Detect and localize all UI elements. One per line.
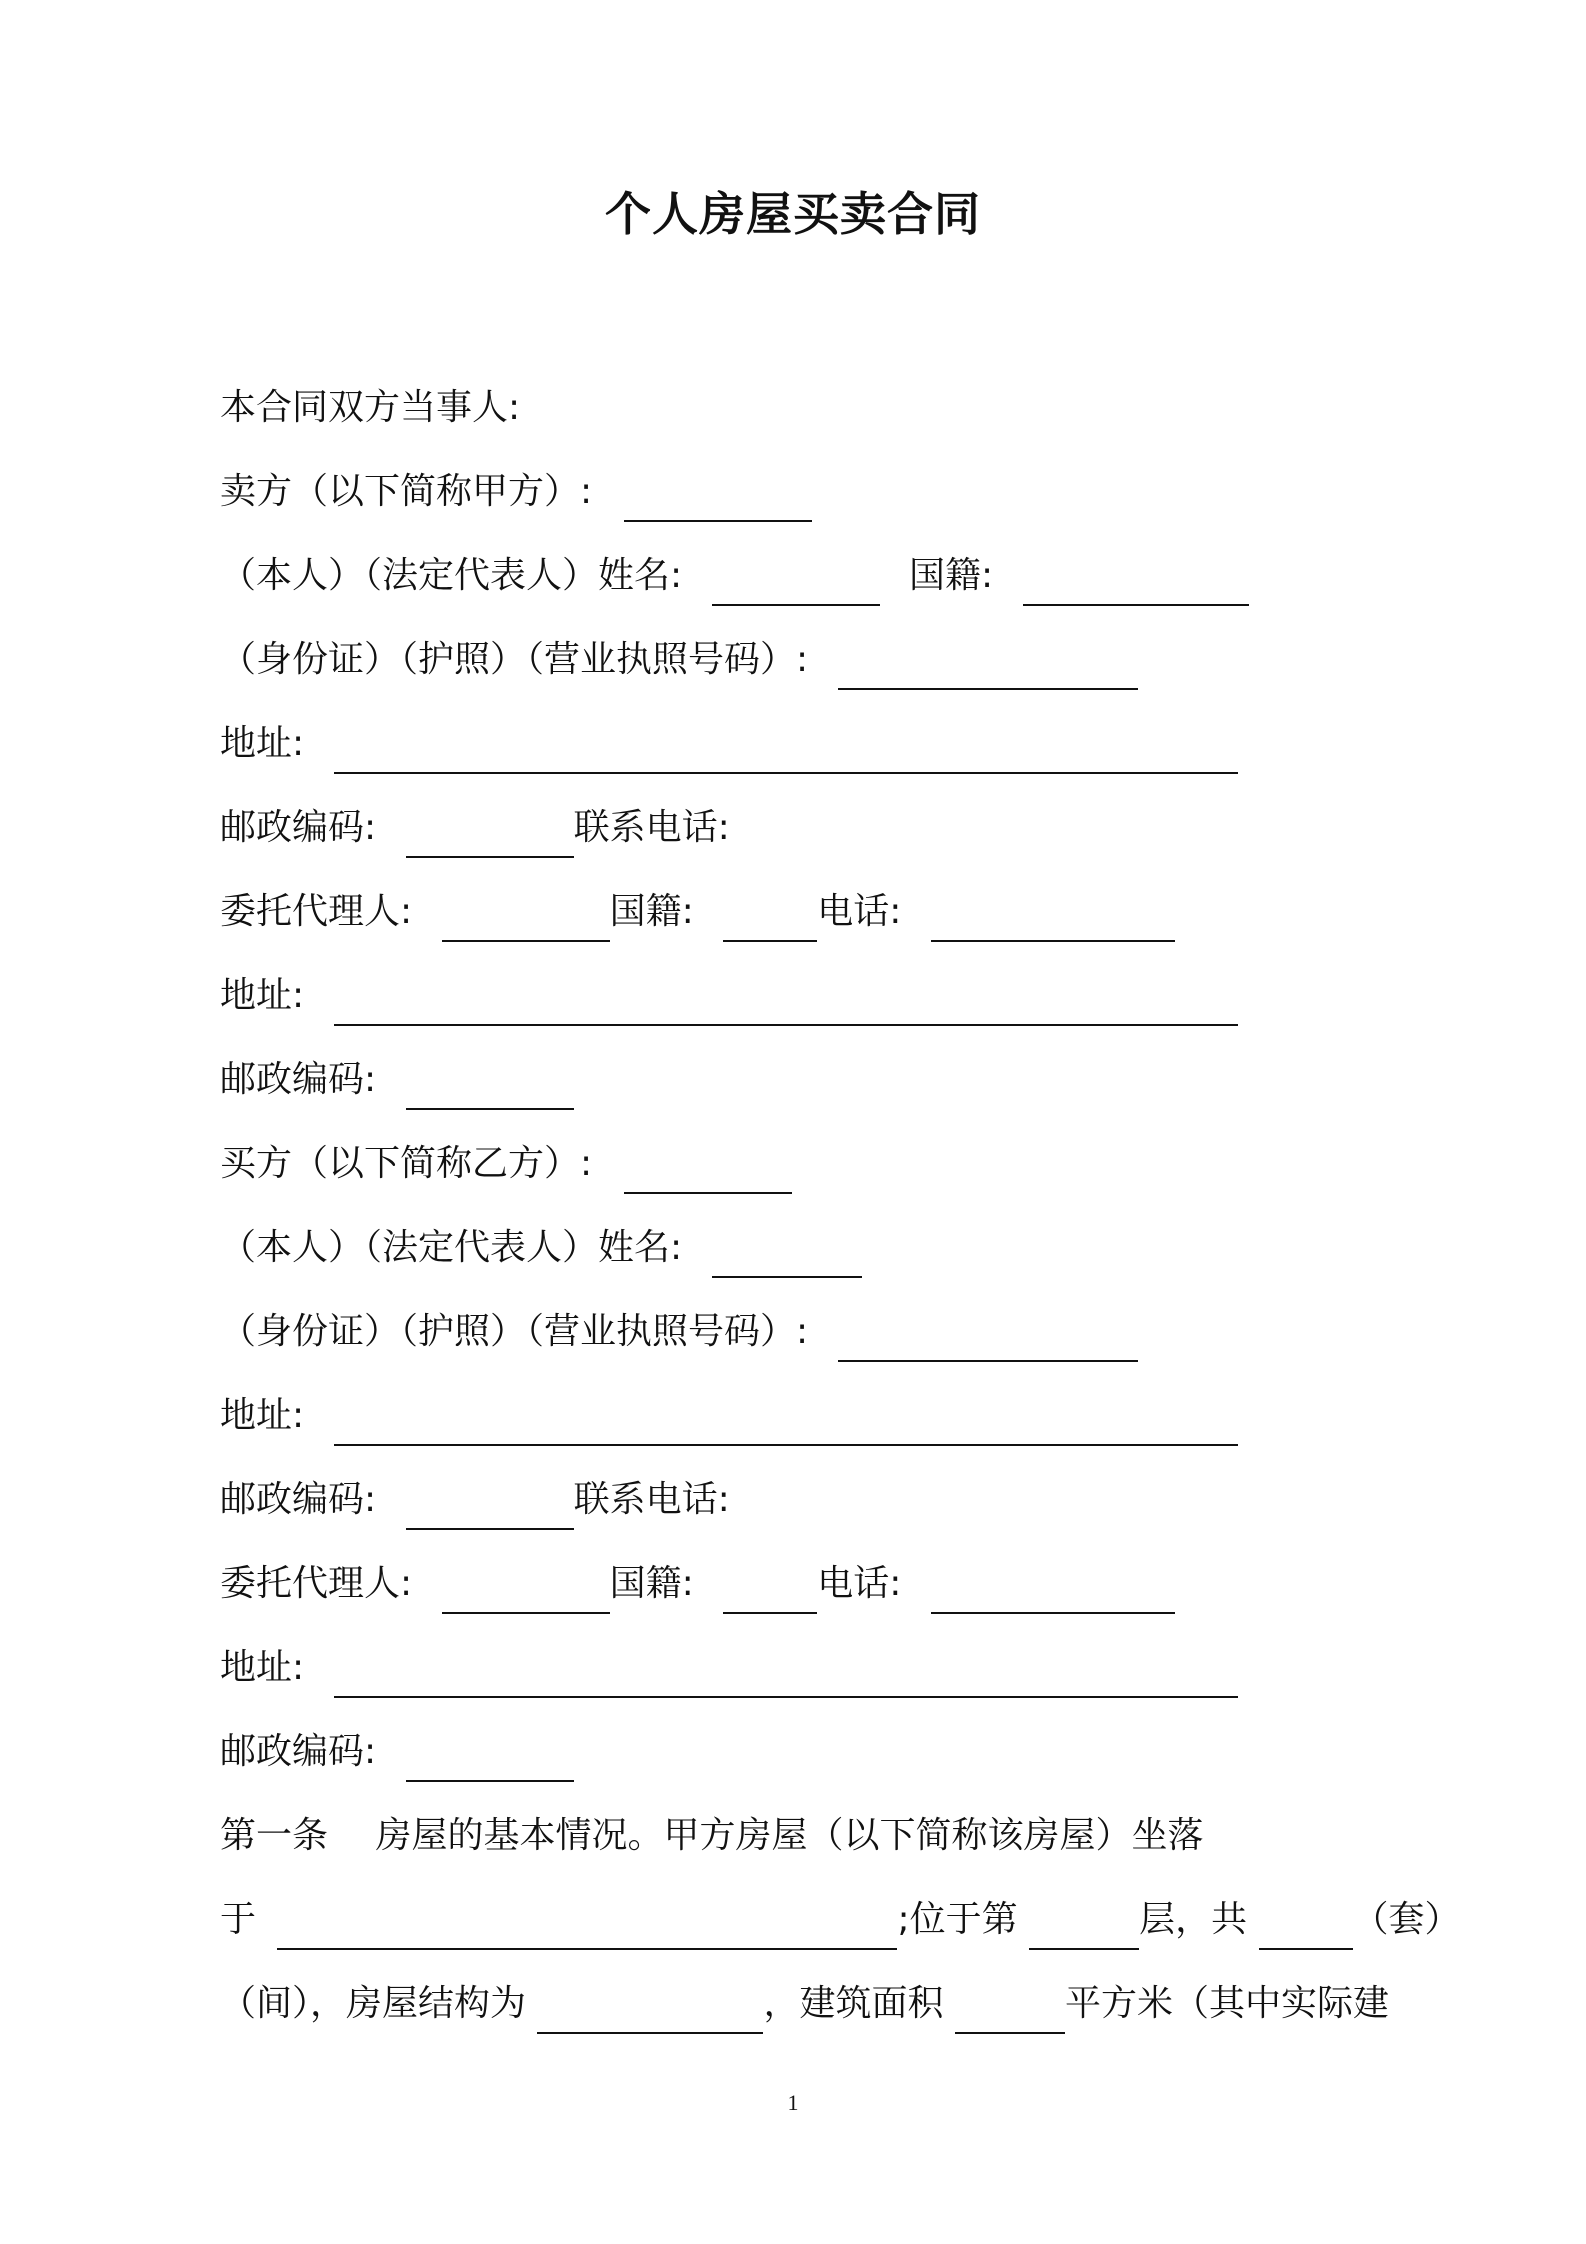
buyer-id-label: （身份证）（护照）（营业执照号码）:: [220, 1311, 809, 1352]
parties-heading-line: [220, 378, 520, 438]
seller-agent-address-line: [220, 966, 1242, 1026]
seller-label: 卖方（以下简称甲方）:: [220, 471, 593, 512]
buyer-agent-address-blank[interactable]: [334, 1652, 1238, 1698]
article1-structure-blank[interactable]: [537, 1988, 763, 2034]
buyer-postcode-line: [220, 1470, 730, 1530]
buyer-agent-blank[interactable]: [442, 1568, 610, 1614]
article1-text: 房屋的基本情况。甲方房屋（以下简称该房屋）坐落: [375, 1815, 1204, 1856]
article1-room: （间），房屋结构为: [220, 1983, 527, 2024]
seller-agent-postcode-label: 邮政编码:: [220, 1059, 377, 1100]
seller-id-line: [220, 630, 1142, 690]
buyer-agent-nationality-label: 国籍:: [609, 1563, 694, 1604]
buyer-agent-postcode-blank[interactable]: [406, 1736, 574, 1782]
article1-at: 于: [220, 1899, 257, 1940]
seller-name-line: [220, 546, 1253, 606]
seller-address-line: [220, 714, 1242, 774]
article1-total-floors-blank[interactable]: [1259, 1904, 1353, 1950]
buyer-name-label: （本人）（法定代表人）姓名:: [220, 1227, 683, 1268]
seller-phone-label: 联系电话:: [573, 807, 730, 848]
article1-sqm: 平方米（其中实际建: [1064, 1983, 1389, 2024]
buyer-agent-address-label: 地址:: [220, 1647, 305, 1688]
article1-unit-open: （套）: [1352, 1899, 1461, 1940]
seller-agent-postcode-blank[interactable]: [406, 1064, 574, 1110]
buyer-phone-label: 联系电话:: [573, 1479, 730, 1520]
article1-location-blank[interactable]: [277, 1904, 897, 1950]
seller-agent-nationality-blank[interactable]: [723, 896, 817, 942]
seller-name-label: （本人）（法定代表人）姓名:: [220, 555, 683, 596]
article1-area: ，建筑面积: [763, 1983, 944, 2024]
page-number: 1: [787, 2090, 799, 2115]
buyer-agent-line: [220, 1554, 1179, 1614]
seller-agent-blank[interactable]: [442, 896, 610, 942]
buyer-label: 买方（以下简称乙方）:: [220, 1143, 593, 1184]
article1-floor-blank[interactable]: [1029, 1904, 1139, 1950]
seller-name-blank[interactable]: [712, 560, 880, 606]
buyer-address-label: 地址:: [220, 1395, 305, 1436]
document-title: 个人房屋买卖合同: [605, 187, 981, 241]
article1-area-blank[interactable]: [955, 1988, 1065, 2034]
buyer-address-line: [220, 1386, 1242, 1446]
seller-id-label: （身份证）（护照）（营业执照号码）:: [220, 639, 809, 680]
buyer-postcode-blank[interactable]: [406, 1484, 574, 1530]
seller-address-label: 地址:: [220, 723, 305, 764]
buyer-address-blank[interactable]: [334, 1400, 1238, 1446]
buyer-name-line: [220, 1218, 866, 1278]
seller-agent-line: [220, 882, 1179, 942]
buyer-postcode-label: 邮政编码:: [220, 1479, 377, 1520]
seller-nationality-blank[interactable]: [1023, 560, 1249, 606]
seller-postcode-blank[interactable]: [406, 812, 574, 858]
article1-heading: 第一条: [220, 1815, 329, 1856]
article1-structure-line: [220, 1974, 1389, 2034]
buyer-name-blank[interactable]: [712, 1232, 862, 1278]
seller-agent-address-label: 地址:: [220, 975, 305, 1016]
buyer-blank[interactable]: [624, 1148, 792, 1194]
buyer-id-line: [220, 1302, 1142, 1362]
buyer-agent-phone-blank[interactable]: [931, 1568, 1175, 1614]
buyer-agent-address-line: [220, 1638, 1242, 1698]
seller-address-blank[interactable]: [334, 728, 1238, 774]
buyer-agent-phone-label: 电话:: [817, 1563, 902, 1604]
seller-nationality-label: 国籍:: [909, 555, 994, 596]
article1-floor-prefix: ;位于第: [897, 1899, 1018, 1940]
parties-heading: 本合同双方当事人:: [220, 387, 521, 428]
seller-agent-postcode-line: [220, 1050, 578, 1110]
buyer-line: [220, 1134, 796, 1194]
seller-id-blank[interactable]: [838, 644, 1138, 690]
seller-agent-address-blank[interactable]: [334, 980, 1238, 1026]
buyer-agent-postcode-line: [220, 1722, 578, 1782]
seller-postcode-line: [220, 798, 730, 858]
seller-line: [220, 462, 816, 522]
article1-floor-suffix: 层，共: [1139, 1899, 1248, 1940]
seller-agent-phone-blank[interactable]: [931, 896, 1175, 942]
buyer-agent-nationality-blank[interactable]: [723, 1568, 817, 1614]
seller-blank[interactable]: [624, 476, 812, 522]
buyer-agent-label: 委托代理人:: [220, 1563, 413, 1604]
seller-agent-nationality-label: 国籍:: [609, 891, 694, 932]
buyer-agent-postcode-label: 邮政编码:: [220, 1731, 377, 1772]
article1-location-line: [220, 1890, 1461, 1950]
buyer-id-blank[interactable]: [838, 1316, 1138, 1362]
seller-postcode-label: 邮政编码:: [220, 807, 377, 848]
article1-line: [220, 1806, 1203, 1866]
seller-agent-label: 委托代理人:: [220, 891, 413, 932]
seller-agent-phone-label: 电话:: [817, 891, 902, 932]
